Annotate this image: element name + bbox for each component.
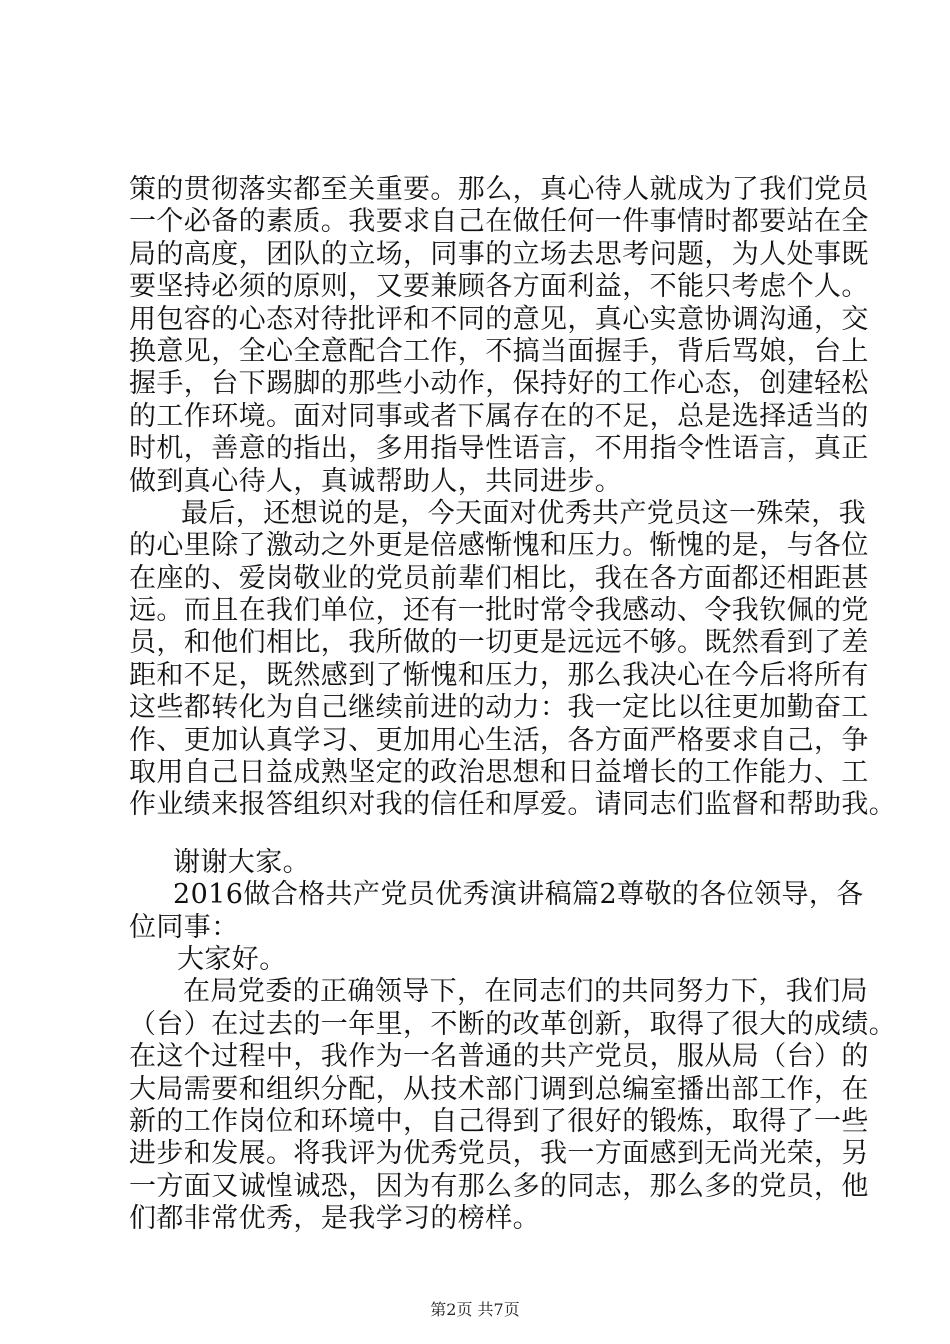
text-line: 时机，善意的指出，多用指导性语言，不用指令性语言，真正 (129, 433, 869, 465)
paragraph-3 (129, 976, 897, 1235)
text-line: 局的高度，团队的立场，同事的立场去思考问题，为人处事既 (129, 238, 869, 270)
text-line: 作、更加认真学习、更加用心生活，各方面严格要求自己，争 (129, 724, 869, 756)
page-footer (0, 1300, 950, 1320)
text-line: 最后，还想说的是，今天面对优秀共产党员这一殊荣，我 (181, 497, 866, 529)
document-body (129, 174, 897, 1236)
paragraph-gap (129, 822, 844, 847)
text-line: 用包容的心态对待批评和不同的意见，真心实意协调沟通，交 (129, 303, 869, 335)
title-line: 2016做合格共产党员优秀演讲稿篇2尊敬的各位领导，各 (173, 879, 864, 911)
text-line: 握手，台下踢脚的那些小动作，保持好的工作心态，创建轻松 (129, 368, 869, 400)
text-line: 在局党委的正确领导下，在同志们的共同努力下，我们局 (183, 976, 868, 1008)
text-line: 在座的、爱岗敬业的党员前辈们相比，我在各方面都还相距甚 (129, 562, 869, 594)
text-line: 一方面又诚惶诚恐，因为有那么多的同志，那么多的党员，他 (129, 1170, 869, 1202)
page-number: 第2页 共7页 (430, 1300, 520, 1319)
text-line: （台）在过去的一年里，不断的改革创新，取得了很大的成绩。 (129, 1008, 897, 1040)
text-line: 员，和他们相比，我所做的一切更是远远不够。既然看到了差 (129, 627, 869, 659)
section-title (129, 879, 864, 944)
text-line: 们都非常优秀，是我学习的榜样。 (129, 1203, 540, 1235)
text-line: 取用自己日益成熟坚定的政治思想和日益增长的工作能力、工 (129, 757, 869, 789)
greeting-line: 大家好。 (177, 943, 287, 975)
text-line: 的心里除了激动之外更是倍感惭愧和压力。惭愧的是，与各位 (129, 530, 869, 562)
text-line: 的工作环境。面对同事或者下属存在的不足，总是选择适当的 (129, 400, 869, 432)
text-line: 距和不足，既然感到了惭愧和压力，那么我决心在今后将所有 (129, 659, 869, 691)
text-line: 进步和发展。将我评为优秀党员，我一方面感到无尚光荣，另 (129, 1138, 869, 1170)
text-line: 换意见，全心全意配合工作，不搞当面握手，背后骂娘，台上 (129, 335, 869, 367)
text-line: 做到真心待人，真诚帮助人，共同进步。 (129, 465, 623, 497)
text-line: 一个必备的素质。我要求自己在做任何一件事情时都要站在全 (129, 206, 869, 238)
paragraph-1 (129, 174, 869, 498)
text-line: 这些都转化为自己继续前进的动力：我一定比以往更加勤奋工 (129, 692, 869, 724)
text-line: 新的工作岗位和环境中，自己得到了很好的锻炼，取得了一些 (129, 1105, 869, 1137)
text-line: 在这个过程中，我作为一名普通的共产党员，服从局（台）的 (129, 1041, 869, 1073)
text-line: 大局需要和组织分配，从技术部门调到总编室播出部工作，在 (129, 1073, 869, 1105)
paragraph-2 (129, 497, 897, 822)
text-line: 要坚持必须的原则，又要兼顾各方面利益，不能只考虑个人。 (129, 271, 869, 303)
text-line: 作业绩来报答组织对我的信任和厚爱。请同志们监督和帮助我。 (129, 789, 897, 821)
thanks-line: 谢谢大家。 (173, 846, 310, 878)
title-line: 位同事： (129, 911, 239, 943)
text-line: 远。而且在我们单位，还有一批时常令我感动、令我钦佩的党 (129, 595, 869, 627)
text-line: 策的贯彻落实都至关重要。那么，真心待人就成为了我们党员 (129, 174, 869, 205)
